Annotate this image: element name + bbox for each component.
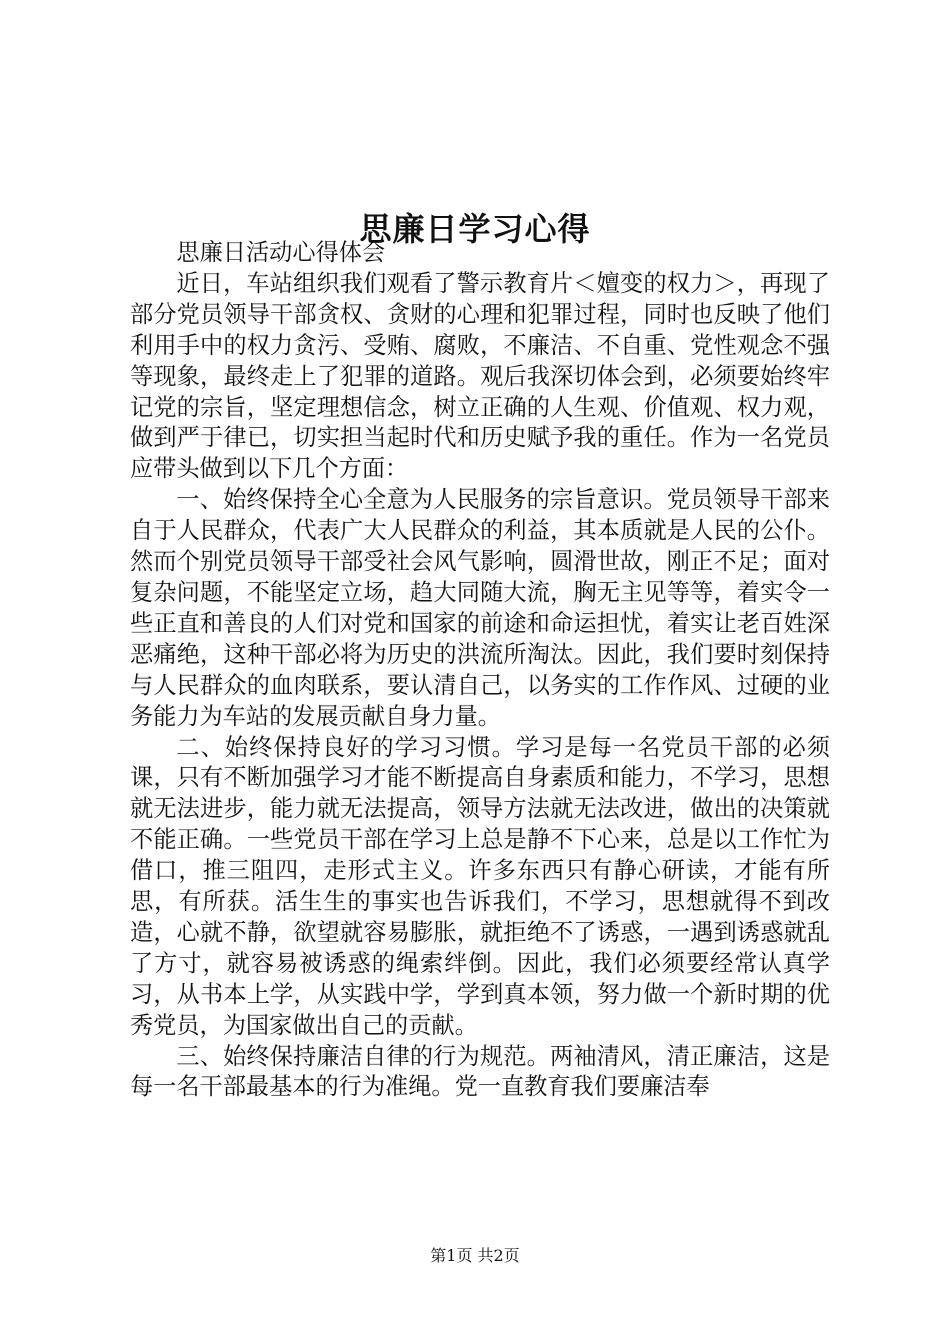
- document-title: 思廉日学习心得: [359, 210, 591, 249]
- body-paragraph: 近日，车站组织我们观看了警示教育片＜嬗变的权力＞，再现了部分党员领导干部贪权、贪财的心理和犯罪过程，同时也反映了他们利用手中的权力贪污、受贿、腐败，不廉洁、不自重、党性观念不强等现象，最终走上了犯罪的道路。观后我深切体会到，必须要始终牢记党的宗旨，坚定理想信念，树立正确的人生观、价值观、权力观，做到严于律已，切实担当起时代和历史赋予我的重任。作为一名党员应带头做到以下几个方面：: [130, 269, 830, 483]
- document-body: [130, 238, 830, 1103]
- body-paragraph: 三、始终保持廉洁自律的行为规范。两袖清风，清正廉洁，这是每一名干部最基本的行为准绳。党一直教育我们要廉洁奉: [130, 1042, 830, 1101]
- body-paragraph: 二、始终保持良好的学习习惯。学习是每一名党员干部的必须课，只有不断加强学习才能不断提高自身素质和能力，不学习，思想就无法进步，能力就无法提高，领导方法就无法改进，做出的决策就不能正确。一些党员干部在学习上总是静不下心来，总是以工作忙为借口，推三阻四，走形式主义。许多东西只有静心研读，才能有所思，有所获。活生生的事实也告诉我们，不学习，思想就得不到改造，心就不静，欲望就容易膨胀，就拒绝不了诱惑，一遇到诱惑就乱了方寸，就容易被诱惑的绳索绊倒。因此，我们必须要经常认真学习，从书本上学，从实践中学，学到真本领，努力做一个新时期的优秀党员，为国家做出自己的贡献。: [130, 733, 830, 1039]
- page-number-footer: 第1页 共2页: [430, 1246, 520, 1265]
- body-paragraph: 一、始终保持全心全意为人民服务的宗旨意识。党员领导干部来自于人民群众，代表广大人民群众的利益，其本质就是人民的公仆。然而个别党员领导干部受社会风气影响，圆滑世故，刚正不足；面对复杂问题，不能坚定立场，趋大同随大流，胸无主见等等，着实令一些正直和善良的人们对党和国家的前途和命运担忧，着实让老百姓深恶痛绝，这种干部必将为历史的洪流所淘汰。因此，我们要时刻保持与人民群众的血肉联系，要认清自己，以务实的工作作风、过硬的业务能力为车站的发展贡献自身力量。: [130, 486, 830, 730]
- subtitle-paragraph: 思廉日活动心得体会: [176, 239, 386, 266]
